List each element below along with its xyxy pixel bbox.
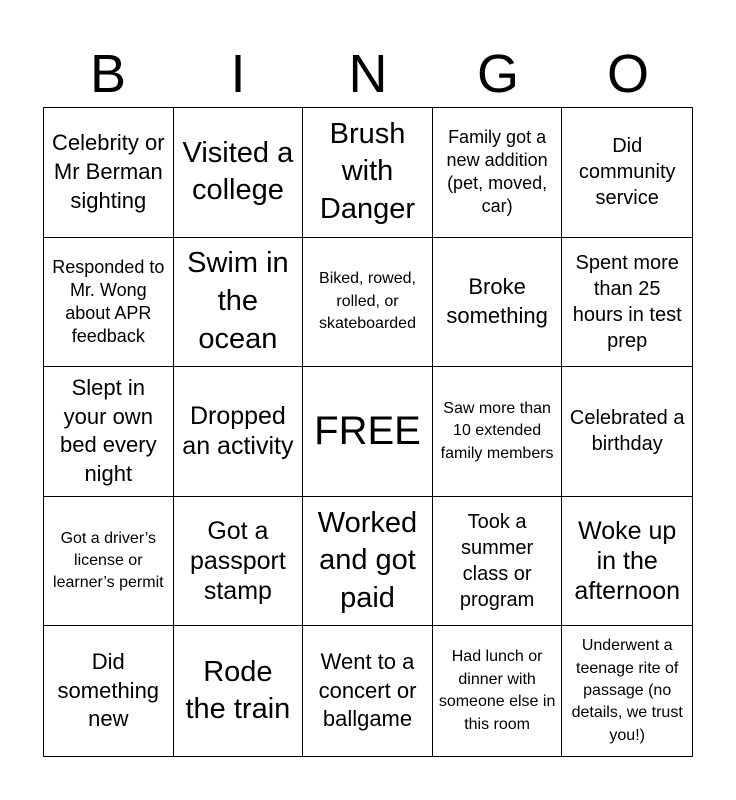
cell-text: Slept in your own bed every night: [59, 375, 157, 487]
cell-text: Took a summer class or program: [459, 511, 535, 612]
cell-text: Visited a college: [182, 136, 294, 207]
header-letter-b: B: [89, 44, 127, 104]
bingo-cell[interactable]: [44, 626, 174, 756]
cell-text: Responded to Mr. Wong about APR feedback: [52, 256, 165, 346]
free-space[interactable]: [303, 367, 433, 497]
bingo-cell[interactable]: [562, 367, 692, 497]
cell-text: Got a driver’s license or learner’s permit: [53, 529, 164, 592]
bingo-cell[interactable]: [433, 626, 563, 756]
cell-text: Celebrated a birthday: [569, 407, 685, 456]
bingo-cell[interactable]: [303, 626, 433, 756]
bingo-cell[interactable]: [44, 108, 174, 238]
bingo-board: [43, 107, 693, 757]
header-letter-n: N: [348, 44, 388, 104]
bingo-cell[interactable]: [562, 108, 692, 238]
bingo-cell[interactable]: [562, 497, 692, 627]
cell-text: Biked, rowed, rolled, or skateboarded: [319, 270, 416, 333]
cell-text: Saw more than 10 extended family members: [440, 399, 554, 462]
cell-text: Underwent a teenage rite of passage (no details, we trust you!): [571, 637, 683, 744]
cell-text: Worked and got paid: [317, 506, 418, 614]
bingo-cell[interactable]: [433, 238, 563, 368]
bingo-cell[interactable]: [433, 497, 563, 627]
cell-text: Brush with Danger: [319, 117, 416, 226]
free-space-label: FREE: [314, 409, 421, 454]
bingo-cell[interactable]: [303, 238, 433, 368]
cell-text: Went to a concert or ballgame: [318, 649, 417, 732]
cell-text: Did something new: [57, 649, 160, 732]
cell-text: Dropped an activity: [182, 402, 294, 461]
cell-text: Spent more than 25 hours in test prep: [572, 251, 682, 352]
bingo-cell[interactable]: [174, 367, 304, 497]
cell-text: Woke up in the afternoon: [574, 517, 681, 606]
cell-text: Rode the train: [185, 655, 291, 726]
bingo-cell[interactable]: [44, 367, 174, 497]
bingo-cell[interactable]: [174, 238, 304, 368]
bingo-cell[interactable]: [44, 238, 174, 368]
header-letter-o: O: [606, 44, 649, 104]
bingo-cell[interactable]: [433, 108, 563, 238]
cell-text: Had lunch or dinner with someone else in this room: [438, 648, 556, 733]
bingo-cell[interactable]: [44, 497, 174, 627]
cell-text: Celebrity or Mr Berman sighting: [52, 130, 165, 213]
bingo-cell[interactable]: [303, 108, 433, 238]
cell-text: Broke something: [446, 274, 548, 328]
header-letter-g: G: [476, 44, 519, 104]
header-letter-i: I: [230, 44, 246, 104]
bingo-cell[interactable]: [174, 497, 304, 627]
bingo-cell[interactable]: [562, 238, 692, 368]
cell-text: Swim in the ocean: [187, 247, 289, 355]
bingo-cell[interactable]: [174, 626, 304, 756]
cell-text: Family got a new addition (pet, moved, car): [446, 127, 548, 217]
bingo-cell[interactable]: [433, 367, 563, 497]
bingo-cell[interactable]: [174, 108, 304, 238]
bingo-cell[interactable]: [303, 497, 433, 627]
bingo-header: [43, 40, 693, 108]
bingo-cell[interactable]: [562, 626, 692, 756]
cell-text: Got a passport stamp: [189, 517, 286, 606]
cell-text: Did community service: [578, 135, 676, 210]
